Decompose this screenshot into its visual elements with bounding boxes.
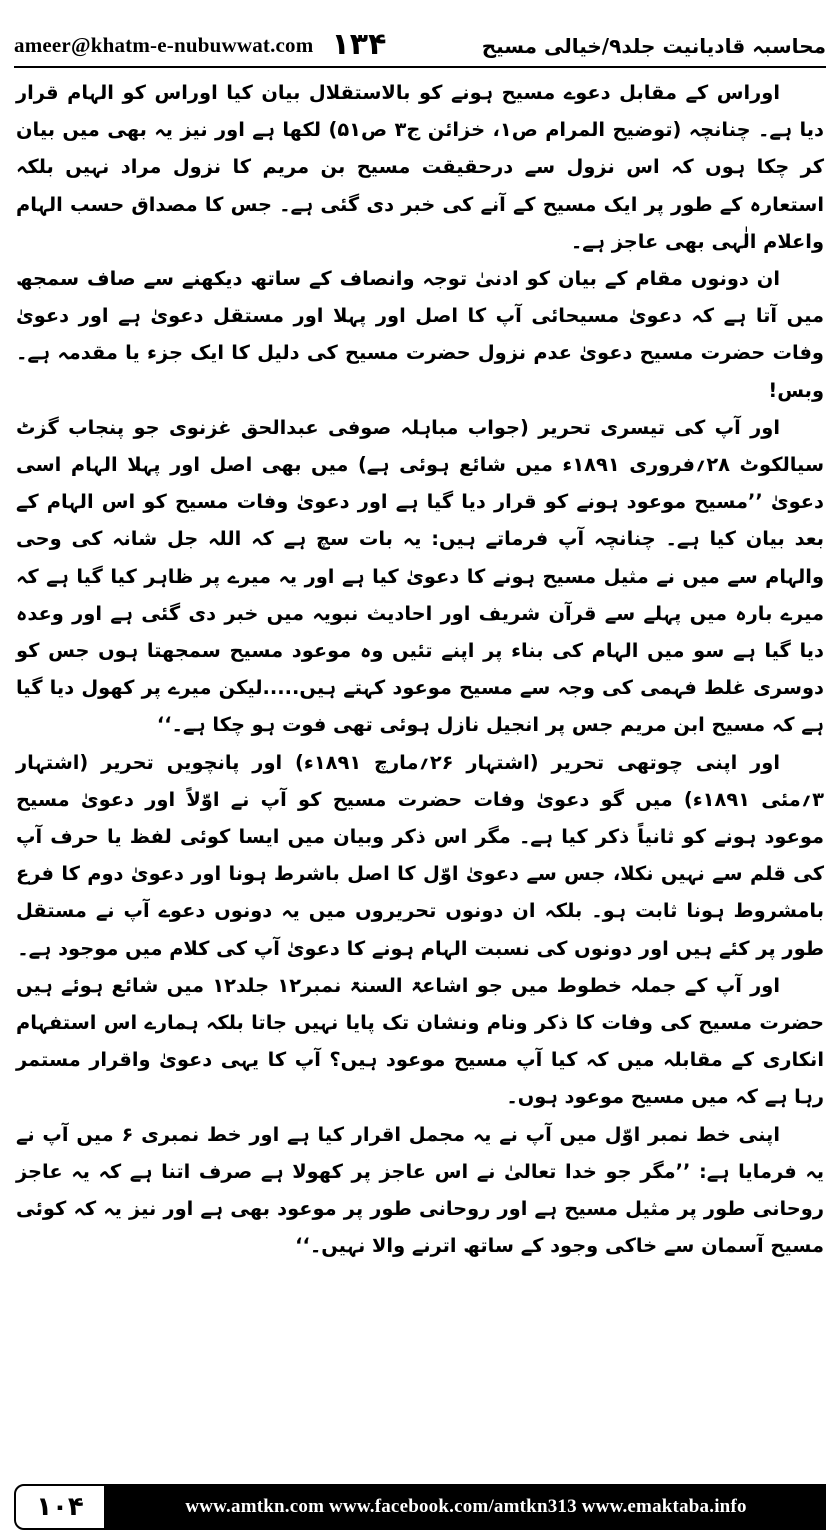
paragraph-5: اور آپ کے جملہ خطوط میں جو اشاعۃ السنۃ نمبر۱۲ جلد۱۲ میں شائع ہوئے ہیں حضرت مسیح کی وفات کا ذکر ونام ونشان تک پایا نہیں جاتا بلکہ ہمارے اس استفہام انکاری کے مقابلہ میں کہ کیا آپ مسیح موعود ہیں؟ آپ کا یہی دعویٰ واقرار مستمر رہا ہے کہ میں مسیح موعود ہوں۔ xyxy=(16,973,824,1109)
header-divider xyxy=(14,66,826,68)
paragraph-4: اور اپنی چوتھی تحریر (اشتہار ۲۶؍مارچ ۱۸۹۱ء) اور پانچویں تحریر (اشتہار ۳؍مئی ۱۸۹۱ء) میں گو دعویٰ وفات حضرت مسیح کو آپ نے اوّلاً اور دعویٰ مسیح موعود ہونے کو ثانیاً ذکر کیا ہے۔ مگر اس ذکر وبیان میں ایسا کوئی لفظ یا حرف آپ کی قلم سے نہیں نکلا، جس سے دعویٰ اوّل کا اصل باشرط ہونا اور دعویٰ دوم کا فرع بامشروط ہونا ثابت ہو۔ بلکہ ان دونوں تحریروں میں یہ دونوں دعوے آپ نے مستقل طور پر کئے ہیں اور دونوں کی نسبت الہام ہونے کا دعویٰ آپ کی کلام میں موجود ہے۔ xyxy=(16,750,824,960)
paragraph-2: ان دونوں مقام کے بیان کو ادنیٰ توجہ وانصاف کے ساتھ دیکھنے سے صاف سمجھ میں آتا ہے کہ دعویٰ مسیحائی آپ کا اصل اور پہلا اور مستقل دعویٰ ہے اور دعویٰ وفات حضرت مسیح دعویٰ عدم نزول حضرت مسیح کی دلیل کا ایک جزء یا مقدمہ ہے۔ وبس! xyxy=(16,267,824,402)
page-footer xyxy=(14,1484,826,1530)
header-email: ameer@khatm-e-nubuwwat.com xyxy=(14,33,314,57)
header-left xyxy=(14,27,387,64)
paragraph-6: اپنی خط نمبر اوّل میں آپ نے یہ مجمل اقرار کیا ہے اور خط نمبری ۶ میں آپ نے یہ فرمایا ہے: ’’مگر جو خدا تعالیٰ نے اس عاجز پر کھولا ہے صرف اتنا ہے کہ یہ عاجز روحانی طور پر مثیل مسیح ہے اور روحانی طور پر موعود بھی ہے اور نیز یہ کہ کوئی مسیح آسمان سے خاکی وجود کے ساتھ اترنے والا نہیں۔‘‘ xyxy=(16,1122,824,1258)
paragraph-3: اور آپ کی تیسری تحریر (جواب مباہلہ صوفی عبدالحق غزنوی جو پنجاب گزٹ سیالکوٹ ۲۸؍فروری ۱۸۹۱ء میں شائع ہوئی ہے) میں بھی اصل اور پہلا الہام اسی دعویٰ ’’مسیح موعود ہونے کو قرار دیا گیا ہے اور دعویٰ وفات مسیح کو اس الہام کے بعد بیان کیا ہے۔ چنانچہ آپ فرماتے ہیں: یہ بات سچ ہے کہ اللہ جل شانہ کی وحی والہام سے میں نے مثیل مسیح ہونے کا دعویٰ کیا ہے اور یہ میرے پر ظاہر کیا گیا ہے کہ میرے بارہ میں پہلے سے قرآن شریف اور احادیث نبویہ میں خبر دی گئی ہے اور وعدہ دیا گیا ہے سو میں الہام کی بناء پر اپنے تئیں وہ موعود مسیح سمجھتا ہوں جس کو دوسری غلط فہمی کی وجہ سے مسیح موعود کہتے ہیں.....لیکن میرے پر کھول دیا گیا ہے کہ مسیح ابن مریم جس پر انجیل نازل ہوئی تھی فوت ہو چکا ہے۔‘‘ xyxy=(16,415,825,737)
footer-page-number: ۱۰۴ xyxy=(14,1484,106,1530)
footer-links-bar: www.amtkn.com www.facebook.com/amtkn313 www.emaktaba.info xyxy=(106,1484,826,1530)
page-body xyxy=(16,74,824,1474)
header-page-number: ۱۳۴ xyxy=(331,27,387,62)
running-title: محاسبہ قادیانیت جلد۹/خیالی مسیح xyxy=(481,34,826,58)
paragraph-1: اوراس کے مقابل دعوے مسیح ہونے کو بالاستقلال بیان کیا اوراس کو الہام قرار دیا ہے۔ چنانچہ (توضیح المرام ص۱، خزائن ج۳ ص۵۱) لکھا ہے اور نیز یہ بھی میں بیان کر چکا ہوں کہ اس نزول سے درحقیقت مسیح بن مریم کا نزول مراد نہیں بلکہ استعارہ کے طور پر ایک مسیح کے آنے کی خبر دی گئی ہے۔ جس کا مصداق حسب الہام واعلام الٰہی بھی عاجز ہے۔ xyxy=(16,81,824,253)
page-header xyxy=(14,14,826,64)
